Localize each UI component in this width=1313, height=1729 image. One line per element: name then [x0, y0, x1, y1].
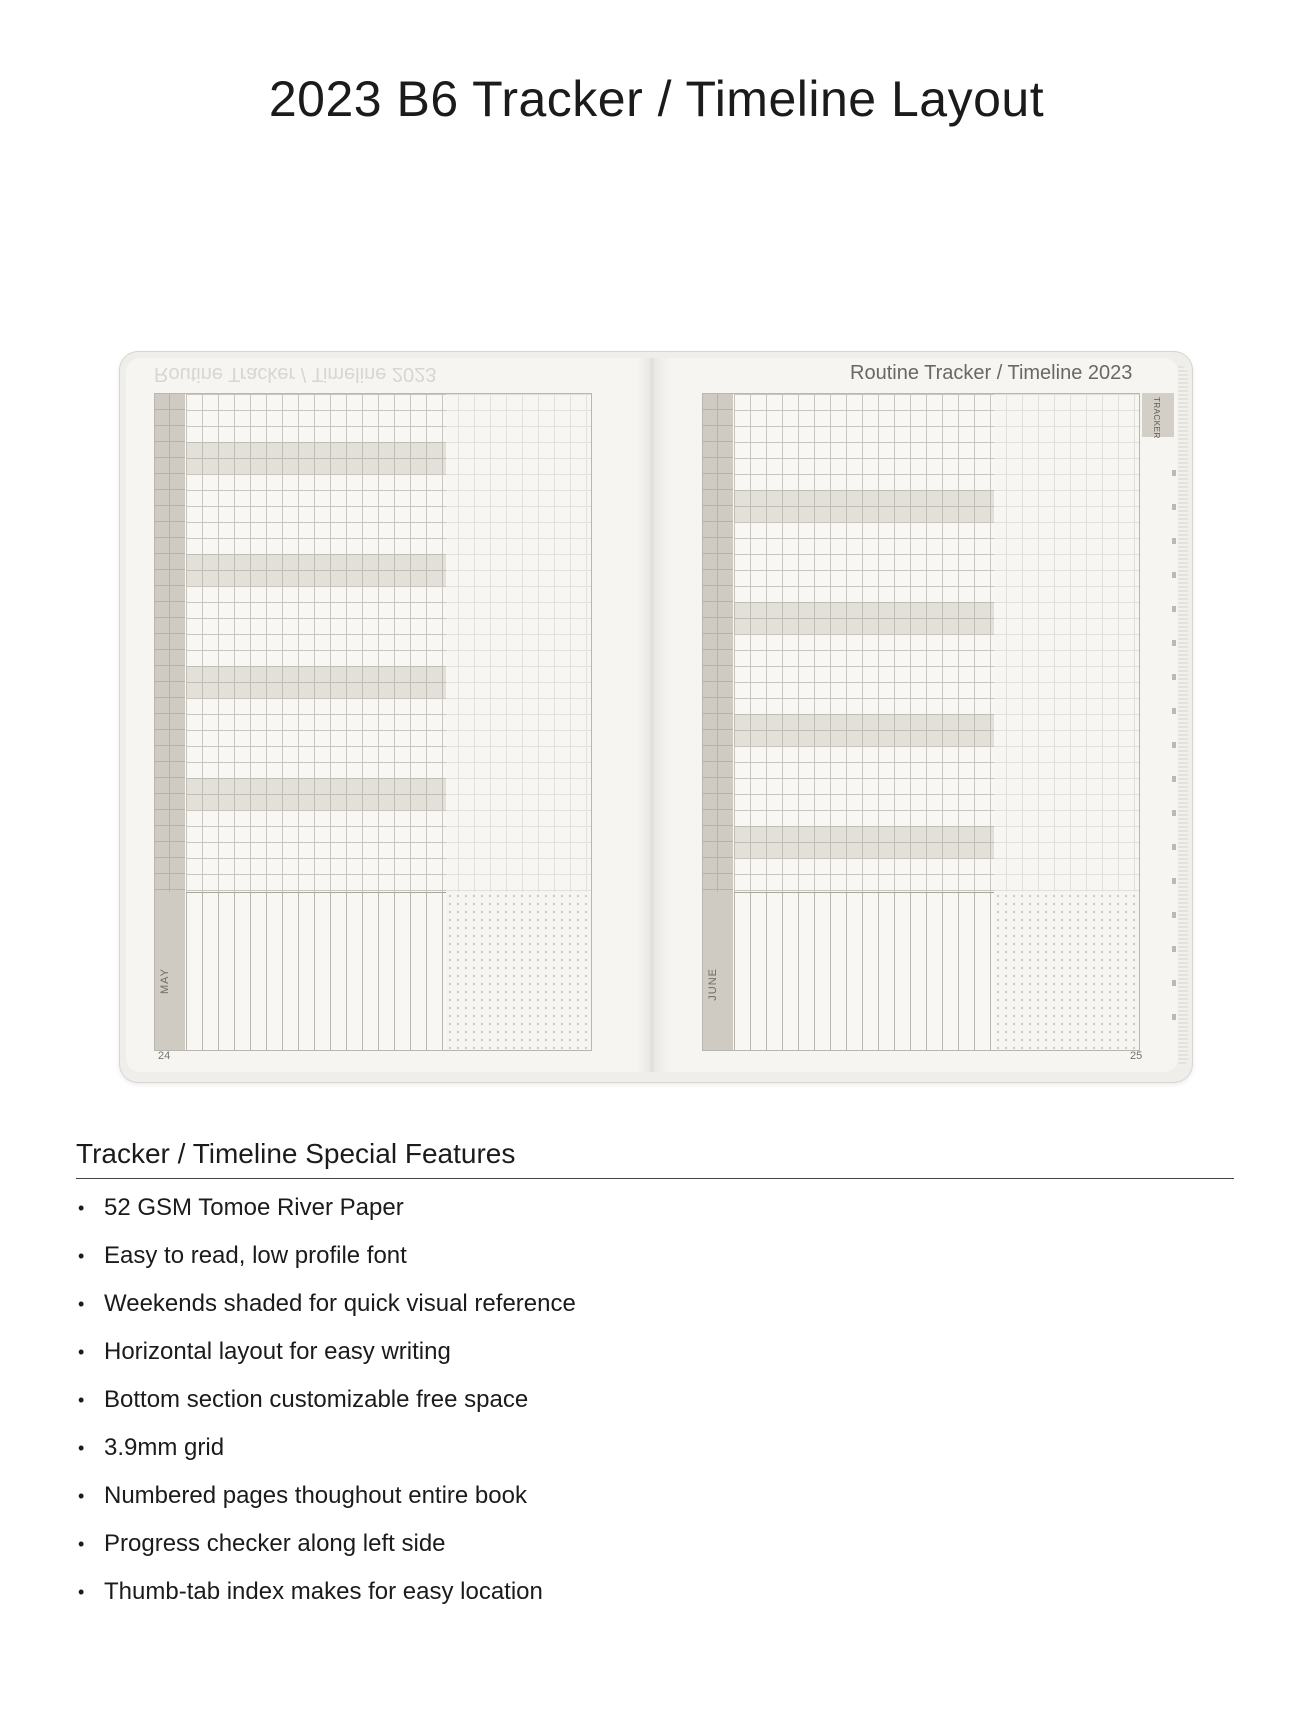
feature-item: • Bottom section customizable free space — [76, 1380, 576, 1428]
feature-item: • 3.9mm grid — [76, 1428, 576, 1476]
weekend-shade — [734, 826, 994, 858]
free-space-section — [446, 892, 591, 1050]
feature-item: • Progress checker along left side — [76, 1524, 576, 1572]
weekend-shade — [186, 666, 446, 698]
timeline-columns — [186, 893, 446, 1050]
weekend-shade — [186, 554, 446, 586]
weekend-shade — [734, 714, 994, 746]
weekend-shade — [186, 442, 446, 474]
june-tracker-grid — [702, 393, 1140, 1051]
feature-item: • Numbered pages thoughout entire book — [76, 1476, 576, 1524]
feature-item: • Horizontal layout for easy writing — [76, 1332, 576, 1380]
page-number-left: 24 — [158, 1050, 171, 1062]
bleed-through-header: Routine Tracker / Timeline 2023 — [154, 363, 437, 385]
weekend-shade — [734, 490, 994, 522]
weekend-shade — [186, 778, 446, 810]
month-label-june: JUNE — [707, 968, 719, 1001]
features-list — [76, 1188, 576, 1620]
weekend-shade — [734, 602, 994, 634]
may-tracker-grid — [154, 393, 592, 1051]
page-edges — [1178, 366, 1188, 1066]
spine-gutter — [636, 358, 670, 1072]
page-number-right: 25 — [1130, 1050, 1143, 1062]
planner-spread-photo — [120, 352, 1192, 1082]
thumb-tab-index: TRACKER — [1142, 393, 1174, 437]
thumb-tab-edge-marks — [1172, 442, 1176, 1042]
features-heading: Tracker / Timeline Special Features — [76, 1138, 516, 1169]
free-space-section — [994, 892, 1139, 1050]
month-label-may: MAY — [159, 968, 171, 995]
page-title: 2023 B6 Tracker / Timeline Layout — [268, 71, 1045, 127]
feature-item: • Thumb-tab index makes for easy location — [76, 1572, 576, 1620]
heading-rule — [76, 1178, 1234, 1179]
feature-item: • 52 GSM Tomoe River Paper — [76, 1188, 576, 1236]
feature-item: • Easy to read, low profile font — [76, 1236, 576, 1284]
feature-item: • Weekends shaded for quick visual reference — [76, 1284, 576, 1332]
right-page-header: Routine Tracker / Timeline 2023 — [850, 362, 1133, 384]
timeline-columns — [734, 893, 994, 1050]
